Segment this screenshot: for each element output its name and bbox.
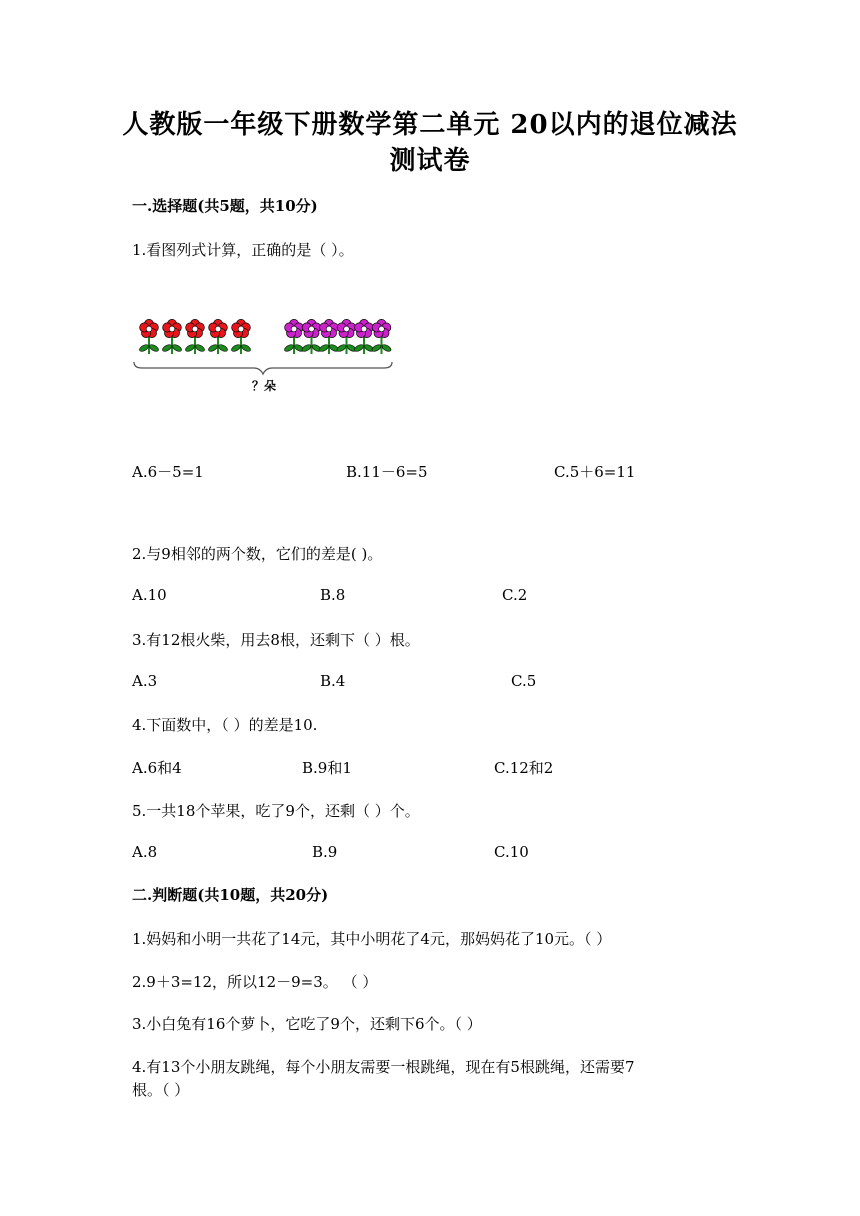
brace-label: ？朵 (252, 379, 277, 393)
page-title-line1: 人教版一年级下册数学第二单元 20以内的退位减法 (122, 110, 738, 140)
section1-heading: 一.选择题(共5题，共10分) (132, 197, 318, 215)
judge-4-text-line1: 4.有13个小朋友跳绳，每个小朋友需要一根跳绳，现在有5根跳绳，还需要7 (132, 1058, 635, 1076)
flower-row (138, 319, 392, 354)
q3-option-b: B.4 (320, 672, 346, 690)
q5-option-b: B.9 (312, 843, 338, 861)
q5-option-c: C.10 (494, 843, 529, 861)
purple-flower-icon (371, 319, 392, 354)
purple-flower-icon (283, 319, 304, 354)
judge-4-text-line2: 根。（ ） (132, 1081, 190, 1099)
red-flower-icon (161, 319, 182, 354)
question-2-text: 2.与9相邻的两个数，它们的差是( )。 (132, 545, 383, 563)
page-title-line2: 测试卷 (389, 146, 471, 176)
red-flower-icon (184, 319, 205, 354)
question-4-text: 4.下面数中，（ ）的差是10. (132, 716, 318, 734)
red-flower-icon (207, 319, 228, 354)
q4-option-b: B.9和1 (302, 759, 352, 777)
q1-option-a: A.6－5=1 (132, 463, 204, 481)
purple-flower-icon (318, 319, 339, 354)
q1-option-b: B.11－6=5 (346, 463, 428, 481)
q2-option-c: C.2 (502, 586, 528, 604)
purple-flower-icon (301, 319, 322, 354)
judge-3-text: 3.小白兔有16个萝卜，它吃了9个，还剩下6个。（ ） (132, 1015, 482, 1033)
q2-option-b: B.8 (320, 586, 346, 604)
q3-option-a: A.3 (132, 672, 158, 690)
judge-2-text: 2.9＋3=12，所以12－9=3。 （ ） (132, 973, 378, 991)
q4-option-a: A.6和4 (132, 759, 182, 777)
q2-option-a: A.10 (132, 586, 167, 604)
purple-flower-icon (353, 319, 374, 354)
red-flower-icon (138, 319, 159, 354)
question-1-text: 1.看图列式计算，正确的是（ ）。 (132, 241, 354, 259)
q3-option-c: C.5 (511, 672, 537, 690)
question-3-text: 3.有12根火柴，用去8根，还剩下（ ）根。 (132, 631, 420, 649)
question-5-text: 5.一共18个苹果，吃了9个，还剩（ ）个。 (132, 802, 420, 820)
brace-line (134, 362, 392, 374)
judge-1-text: 1.妈妈和小明一共花了14元，其中小明花了4元，那妈妈花了10元。（ ） (132, 930, 612, 948)
q4-option-c: C.12和2 (494, 759, 554, 777)
red-flower-icon (230, 319, 251, 354)
section2-heading: 二.判断题(共10题，共20分) (132, 886, 329, 904)
q5-option-a: A.8 (132, 843, 158, 861)
q1-option-c: C.5＋6=11 (554, 463, 636, 481)
purple-flower-icon (336, 319, 357, 354)
flowers-figure (132, 316, 394, 400)
